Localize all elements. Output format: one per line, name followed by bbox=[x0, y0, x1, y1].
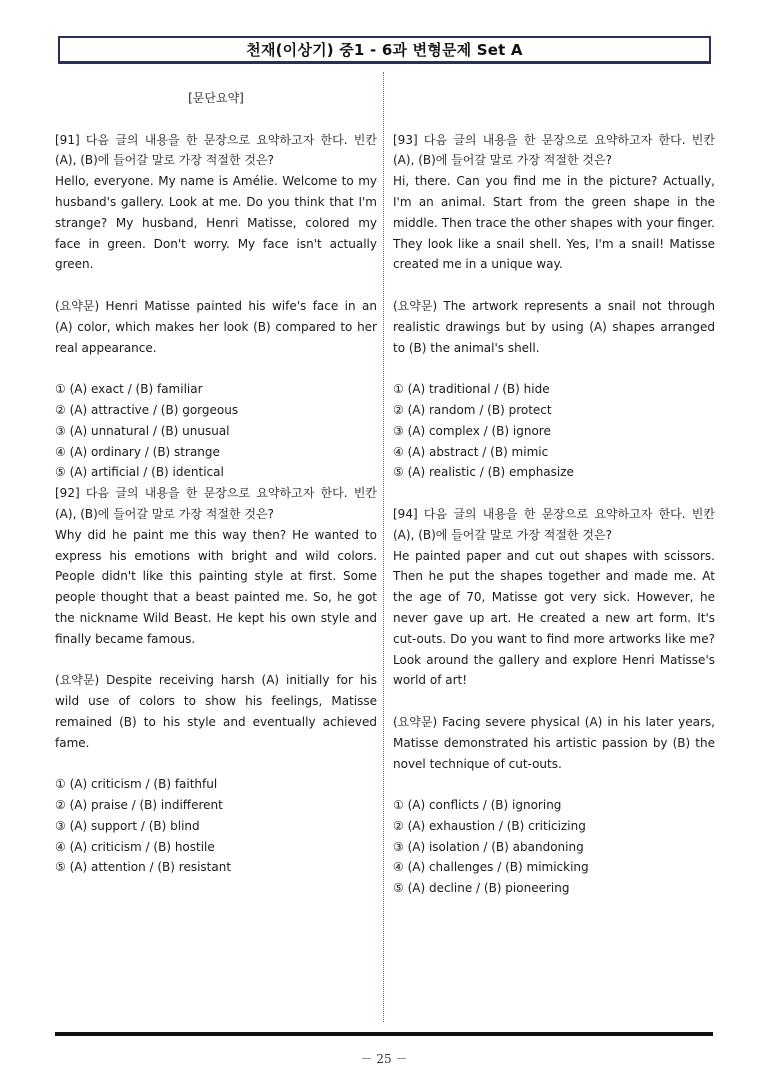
option-5[interactable]: ⑤ (A) decline / (B) pioneering bbox=[393, 881, 570, 896]
question-passage: Why did he paint me this way then? He wanted to express his emotions with bright and wild colors. People didn't like this painting style at first. Some people thought that a beast painted me. So, he got the nickname Wild Beast. He kept his own style and finally became famous. bbox=[55, 527, 377, 646]
option-4[interactable]: ④ (A) ordinary / (B) strange bbox=[55, 444, 220, 459]
question-prompt: [92] 다음 글의 내용을 한 문장으로 요약하고자 한다. 빈칸 (A), (B)에 들어갈 말로 가장 적절한 것은? bbox=[55, 486, 377, 521]
question-93 bbox=[393, 130, 715, 484]
column-divider bbox=[383, 72, 384, 1022]
left-column bbox=[55, 88, 377, 878]
option-4[interactable]: ④ (A) abstract / (B) mimic bbox=[393, 444, 549, 459]
option-1[interactable]: ① (A) exact / (B) familiar bbox=[55, 382, 203, 397]
question-passage: Hello, everyone. My name is Amélie. Welcome to my husband's gallery. Look at me. Do you think that I'm strange? My husband, Henri Matisse, colored my face in green. Don't worry. My face isn't actually green. bbox=[55, 174, 377, 272]
option-4[interactable]: ④ (A) criticism / (B) hostile bbox=[55, 839, 215, 854]
question-prompt: [93] 다음 글의 내용을 한 문장으로 요약하고자 한다. 빈칸 (A), (B)에 들어갈 말로 가장 적절한 것은? bbox=[393, 132, 715, 168]
option-5[interactable]: ⑤ (A) realistic / (B) emphasize bbox=[393, 465, 574, 480]
question-prompt: [91] 다음 글의 내용을 한 문장으로 요약하고자 한다. 빈칸 (A), (B)에 들어갈 말로 가장 적절한 것은? bbox=[55, 132, 377, 168]
option-2[interactable]: ② (A) attractive / (B) gorgeous bbox=[55, 402, 239, 417]
option-3[interactable]: ③ (A) support / (B) blind bbox=[55, 818, 200, 833]
question-summary: (요약문) Facing severe physical (A) in his later years, Matisse demonstrated his artistic passion by (B) the novel technique of cut-outs. bbox=[393, 714, 715, 771]
right-column bbox=[393, 88, 715, 899]
option-5[interactable]: ⑤ (A) artificial / (B) identical bbox=[55, 465, 224, 480]
option-2[interactable]: ② (A) random / (B) protect bbox=[393, 402, 552, 417]
question-summary: (요약문) Henri Matisse painted his wife's face in an (A) color, which makes her look (B) compared to her real appearance. bbox=[55, 298, 377, 355]
option-1[interactable]: ① (A) criticism / (B) faithful bbox=[55, 777, 218, 792]
question-summary: (요약문) Despite receiving harsh (A) initially for his wild use of colors to show his feelings, Matisse remained (B) to his style and eventually achieved fame. bbox=[55, 673, 377, 750]
option-3[interactable]: ③ (A) unnatural / (B) unusual bbox=[55, 423, 230, 438]
option-1[interactable]: ① (A) traditional / (B) hide bbox=[393, 382, 550, 397]
option-2[interactable]: ② (A) exhaustion / (B) criticizing bbox=[393, 818, 586, 833]
page-number: － 25 － bbox=[360, 1052, 408, 1066]
option-2[interactable]: ② (A) praise / (B) indifferent bbox=[55, 798, 223, 813]
section-label: [문단요약] bbox=[188, 91, 244, 105]
question-summary: (요약문) The artwork represents a snail not through realistic drawings but by using (A) shapes arranged to (B) the animal's shell. bbox=[393, 298, 715, 355]
option-3[interactable]: ③ (A) complex / (B) ignore bbox=[393, 423, 551, 438]
option-5[interactable]: ⑤ (A) attention / (B) resistant bbox=[55, 860, 232, 875]
page-title: 천재(이상기) 중1 - 6과 변형문제 Set A bbox=[58, 36, 711, 64]
question-94 bbox=[393, 504, 715, 899]
option-1[interactable]: ① (A) conflicts / (B) ignoring bbox=[393, 798, 562, 813]
question-passage: He painted paper and cut out shapes with scissors. Then he put the shapes together and made me. At the age of 70, Matisse got very sick. However, he never gave up art. He created a new art form. It's cut-outs. Do you want to find more artworks like me? Look around the gallery and explore Henri Matisse's world of art! bbox=[393, 548, 715, 688]
question-prompt: [94] 다음 글의 내용을 한 문장으로 요약하고자 한다. 빈칸 (A), (B)에 들어갈 말로 가장 적절한 것은? bbox=[393, 506, 715, 542]
option-3[interactable]: ③ (A) isolation / (B) abandoning bbox=[393, 839, 584, 854]
question-passage: Hi, there. Can you find me in the picture? Actually, I'm an animal. Start from the green shape in the middle. Then trace the other shapes with your finger. They look like a snail shell. Yes, I'm a snail! Matisse created me in a unique way. bbox=[393, 174, 715, 272]
footer-rule bbox=[55, 1032, 713, 1036]
question-91 bbox=[55, 130, 377, 484]
option-4[interactable]: ④ (A) challenges / (B) mimicking bbox=[393, 860, 589, 875]
question-92 bbox=[55, 483, 377, 878]
